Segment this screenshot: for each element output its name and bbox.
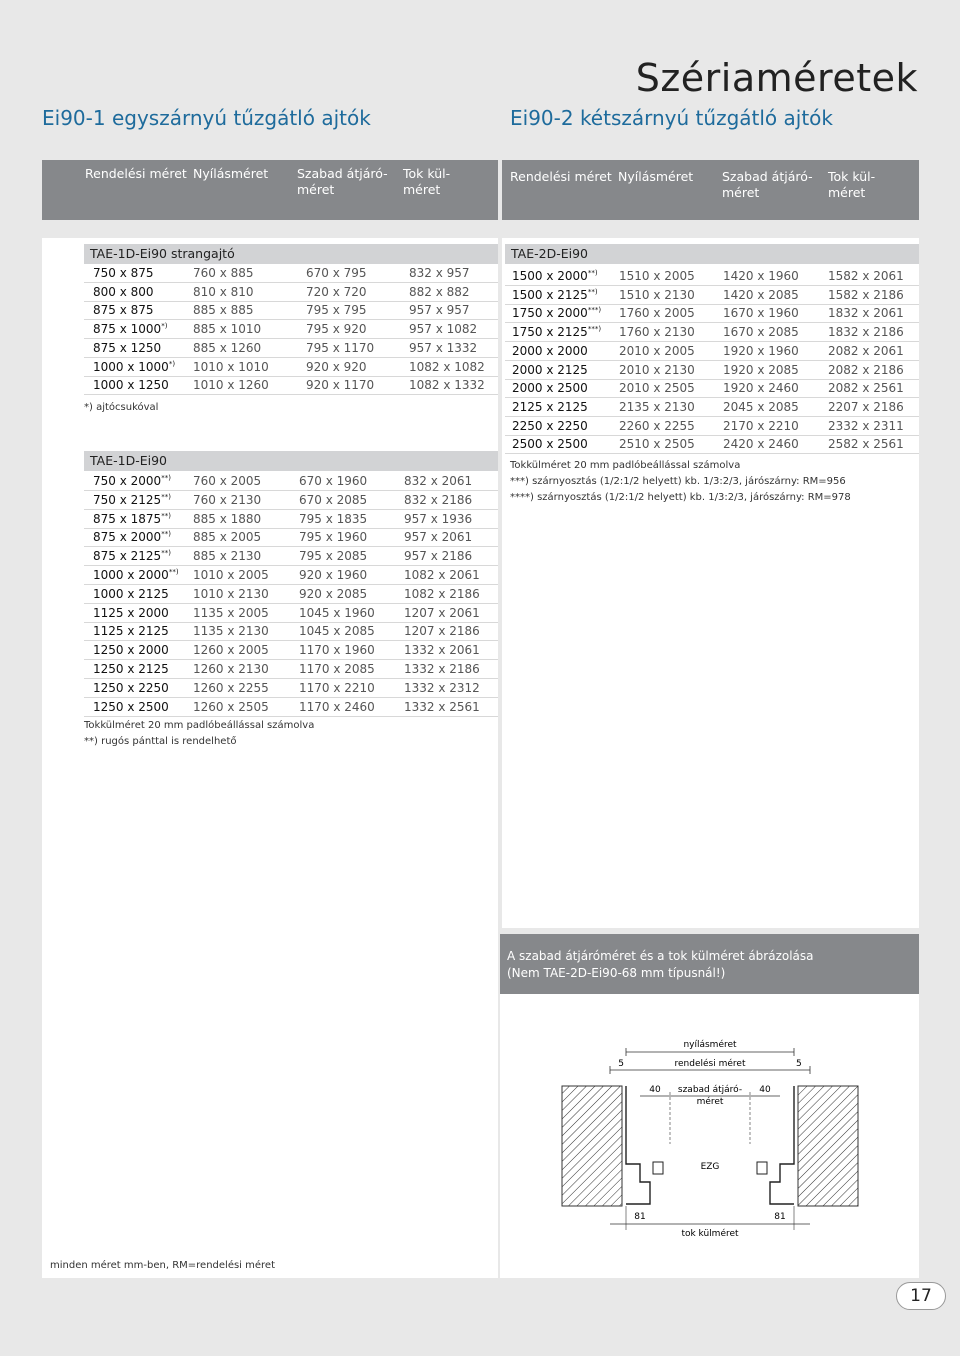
cell-szabad: 2420 x 2460 [723,437,799,452]
cell-nyilas: 2135 x 2130 [619,399,695,414]
cell-footnote: **) [161,549,171,558]
section3-note1: Tokkülméret 20 mm padlóbeállással számolva [510,460,741,471]
right-subtitle: Ei90-2 kétszárnyú tűzgátló ajtók [510,106,833,130]
cell-szabad: 1670 x 1960 [723,306,799,321]
cell-rendelesi: 875 x 2000**) [93,530,171,545]
cell-tok: 832 x 2061 [404,474,473,488]
cell-tok: 1582 x 2186 [828,287,904,302]
cell-tok: 882 x 882 [409,284,470,299]
dim-tok-kulmeret: tok külméret [681,1229,739,1239]
cell-nyilas: 1010 x 1260 [193,378,269,393]
cell-szabad: 1920 x 1960 [723,343,799,358]
section3-title: TAE-2D-Ei90 [511,246,588,261]
cell-footnote: **) [587,269,598,277]
cell-rendelesi: 750 x 2000**) [93,474,171,488]
cell-tok: 2332 x 2311 [828,418,904,433]
cell-tok: 1207 x 2186 [404,624,480,639]
cell-szabad: 670 x 1960 [299,474,368,488]
cell-tok: 1332 x 2561 [404,699,480,714]
cell-szabad: 1170 x 2460 [299,699,375,714]
cell-nyilas: 2510 x 2505 [619,437,695,452]
table-row [84,491,498,510]
cell-tok: 1332 x 2061 [404,643,480,658]
right-frame [770,1086,794,1204]
right-table-header [502,160,919,220]
cell-rendelesi: 1250 x 2500 [93,699,169,714]
cell-rendelesi: 1250 x 2250 [93,680,169,695]
col-szabad-1: Szabad átjáró- [297,166,388,181]
cell-nyilas: 885 x 1010 [193,322,262,337]
cell-tok: 957 x 1332 [409,340,478,355]
cell-tok: 1082 x 2186 [404,586,480,601]
left-frame [626,1086,650,1204]
cell-nyilas: 1135 x 2130 [193,624,269,639]
table-row [84,660,498,679]
cell-nyilas: 2260 x 2255 [619,418,695,433]
section2-note2: **) rugós pánttal is rendelhető [84,736,237,747]
table-row [84,641,498,660]
right-wall [798,1086,858,1206]
cell-tok: 1207 x 2061 [404,605,480,620]
cell-szabad: 1420 x 1960 [723,269,799,283]
cell-rendelesi: 2000 x 2000 [512,343,588,358]
col-tok-2: méret [403,182,441,197]
cell-nyilas: 1760 x 2005 [619,306,695,321]
cell-szabad: 670 x 795 [306,266,367,280]
cell-rendelesi: 750 x 2125**) [93,492,171,507]
cell-tok: 1832 x 2061 [828,306,904,321]
cell-footnote: *) [168,359,176,368]
cell-szabad: 2045 x 2085 [723,399,799,414]
table-row [84,264,498,283]
cell-rendelesi: 2000 x 2125 [512,362,588,377]
cell-rendelesi: 1500 x 2125**) [512,287,598,302]
cell-rendelesi: 2500 x 2500 [512,437,588,452]
cell-nyilas: 885 x 1880 [193,511,262,526]
diagram-heading-box [500,934,919,994]
diagram-heading: A szabad átjáróméret és a tok külméret ábrázolása [507,949,814,963]
door-frame-diagram [500,994,919,1278]
cell-tok: 832 x 957 [409,266,470,280]
table-row [505,286,919,305]
table-row [84,301,498,320]
dim-81-right: 81 [774,1212,786,1222]
cell-nyilas: 1135 x 2005 [193,605,269,620]
cell-rendelesi: 875 x 1250 [93,340,162,355]
cell-tok: 957 x 2186 [404,549,473,564]
cell-rendelesi: 1250 x 2000 [93,643,169,658]
dim-forty-left: 40 [649,1085,661,1095]
cell-nyilas: 2010 x 2005 [619,343,695,358]
section3-note3: ****) szárnyosztás (1/2:1/2 helyett) kb. 1/3:2/3, járószárny: RM=978 [510,492,851,503]
page-number: 17 [896,1282,946,1310]
cell-rendelesi: 1500 x 2000**) [512,269,598,283]
col-szabad-1: Szabad átjáró- [722,169,813,184]
col-tok-1: Tok kül- [828,169,876,184]
cell-nyilas: 885 x 2130 [193,549,262,564]
cell-footnote: ***) [587,306,602,315]
col-nyilas: Nyílásméret [193,166,269,181]
section1-note: *) ajtócsukóval [84,402,159,413]
table-row [505,323,919,342]
dim-szabad-2: méret [696,1097,724,1107]
label-ezg: EZG [700,1162,720,1172]
cell-szabad: 795 x 920 [306,322,367,337]
cell-szabad: 1920 x 2460 [723,381,799,396]
section2-title: TAE-1D-Ei90 [90,453,167,468]
page-title: Szériaméretek [635,56,918,100]
cell-szabad: 795 x 1170 [306,340,375,355]
cell-rendelesi: 875 x 1000*) [93,322,168,337]
col-szabad-2: méret [297,182,335,197]
cell-footnote: **) [161,530,171,539]
cell-szabad: 1045 x 1960 [299,605,375,620]
left-table-header [42,160,498,220]
cell-szabad: 1045 x 2085 [299,624,375,639]
cell-tok: 1332 x 2186 [404,662,480,676]
dim-rendelesi: rendelési méret [674,1059,746,1069]
cell-rendelesi: 1000 x 2000**) [93,568,179,582]
cell-nyilas: 1260 x 2255 [193,680,269,695]
table-row [84,566,498,585]
cell-tok: 1582 x 2061 [828,269,904,283]
cell-tok: 2582 x 2561 [828,437,904,452]
cell-nyilas: 1260 x 2505 [193,699,269,714]
cell-footnote: **) [161,492,171,501]
cell-footnote: **) [161,511,171,520]
cell-footnote: **) [161,474,171,482]
cell-szabad: 920 x 920 [306,359,367,374]
cell-rendelesi: 875 x 875 [93,303,154,318]
cell-tok: 2082 x 2061 [828,343,904,358]
cell-nyilas: 1010 x 2130 [193,586,269,601]
cell-footnote: *) [161,322,168,331]
cell-tok: 957 x 1936 [404,511,473,526]
table-row [84,283,498,302]
cell-nyilas: 885 x 2005 [193,530,262,545]
cell-nyilas: 1260 x 2130 [193,662,269,676]
cell-szabad: 795 x 795 [306,303,367,318]
cell-szabad: 1170 x 2210 [299,680,375,695]
cell-tok: 2207 x 2186 [828,399,904,414]
section2-note1: Tokkülméret 20 mm padlóbeállással számolva [84,720,315,731]
cell-szabad: 1670 x 2085 [723,325,799,340]
cell-tok: 2082 x 2561 [828,381,904,396]
cell-rendelesi: 1125 x 2125 [93,624,169,639]
table-row [505,361,919,380]
col-rendelesi: Rendelési méret [85,166,187,181]
cell-rendelesi: 1250 x 2125 [93,662,169,676]
cell-nyilas: 885 x 885 [193,303,254,318]
cell-rendelesi: 750 x 875 [93,266,154,280]
cell-rendelesi: 1125 x 2000 [93,605,169,620]
cell-rendelesi: 1000 x 1000*) [93,359,176,374]
cell-szabad: 795 x 1960 [299,530,368,545]
table-row [84,376,498,395]
col-tok-1: Tok kül- [403,166,451,181]
table-row [84,472,498,491]
table-row [84,358,498,377]
cell-tok: 1082 x 2061 [404,568,480,582]
section3-note2: ***) szárnyosztás (1/2:1/2 helyett) kb. 1/3:2/3, járószárny: RM=956 [510,476,846,487]
cell-tok: 832 x 2186 [404,492,473,507]
cell-nyilas: 1010 x 2005 [193,568,269,582]
cell-szabad: 920 x 2085 [299,586,368,601]
cell-nyilas: 885 x 1260 [193,340,262,355]
table-row [84,339,498,358]
cell-nyilas: 760 x 885 [193,266,254,280]
dim-five-right: 5 [796,1059,802,1069]
cell-tok: 2082 x 2186 [828,362,904,377]
cell-tok: 1082 x 1082 [409,359,485,374]
cell-footnote: **) [587,287,598,296]
cell-rendelesi: 1750 x 2000***) [512,306,602,321]
left-wall [562,1086,622,1206]
col-rendelesi: Rendelési méret [510,169,612,184]
cell-szabad: 1170 x 1960 [299,643,375,658]
table-row [505,398,919,417]
cell-nyilas: 810 x 810 [193,284,254,299]
dim-nyilasmeret: nyílásméret [683,1040,737,1050]
cell-nyilas: 2010 x 2130 [619,362,695,377]
cell-rendelesi: 1750 x 2125***) [512,325,602,340]
dim-forty-right: 40 [759,1085,771,1095]
table-row [84,320,498,339]
cell-nyilas: 1510 x 2005 [619,269,695,283]
table-row [505,304,919,323]
diagram-panel [500,994,919,1278]
table-row [84,547,498,566]
dim-81-left: 81 [634,1212,646,1222]
col-nyilas: Nyílásméret [618,169,694,184]
cell-nyilas: 760 x 2130 [193,492,262,507]
table-row [84,698,498,717]
cell-footnote: **) [168,568,179,576]
cell-tok: 1832 x 2186 [828,325,904,340]
cell-szabad: 795 x 1835 [299,511,368,526]
cell-rendelesi: 875 x 1875**) [93,511,171,526]
table-row [84,528,498,547]
cell-szabad: 2170 x 2210 [723,418,799,433]
table-row [84,679,498,698]
cell-szabad: 920 x 1960 [299,568,368,582]
cell-tok: 957 x 957 [409,303,470,318]
dim-five-left: 5 [618,1059,624,1069]
cell-szabad: 720 x 720 [306,284,367,299]
cell-szabad: 795 x 2085 [299,549,368,564]
cell-szabad: 1920 x 2085 [723,362,799,377]
table-row [505,379,919,398]
cell-tok: 1082 x 1332 [409,378,485,393]
table-row [505,342,919,361]
diagram-subheading: (Nem TAE-2D-Ei90-68 mm típusnál!) [507,966,726,980]
cell-nyilas: 1260 x 2005 [193,643,269,658]
cell-rendelesi: 1000 x 1250 [93,378,169,393]
cell-nyilas: 1010 x 1010 [193,359,269,374]
table-row [84,604,498,623]
cell-tok: 957 x 1082 [409,322,478,337]
cell-rendelesi: 1000 x 2125 [93,586,169,601]
cell-nyilas: 1760 x 2130 [619,325,695,340]
cell-rendelesi: 800 x 800 [93,284,154,299]
cell-szabad: 1420 x 2085 [723,287,799,302]
cell-rendelesi: 875 x 2125**) [93,549,171,564]
cell-tok: 957 x 2061 [404,530,473,545]
cell-rendelesi: 2125 x 2125 [512,399,588,414]
cell-rendelesi: 2000 x 2500 [512,381,588,396]
left-subtitle: Ei90-1 egyszárnyú tűzgátló ajtók [42,106,371,130]
table-row [505,435,919,454]
right-seal [757,1162,767,1174]
table-row [505,417,919,436]
table-row [84,585,498,604]
section1-title: TAE-1D-Ei90 strangajtó [90,246,235,261]
table-row [505,267,919,286]
table-row [84,622,498,641]
left-seal [653,1162,663,1174]
cell-footnote: ***) [587,325,602,334]
dim-szabad-1: szabad átjáró- [677,1085,743,1095]
footer-note: minden méret mm-ben, RM=rendelési méret [50,1260,275,1271]
cell-nyilas: 1510 x 2130 [619,287,695,302]
cell-szabad: 1170 x 2085 [299,662,375,676]
cell-szabad: 670 x 2085 [299,492,368,507]
cell-nyilas: 2010 x 2505 [619,381,695,396]
cell-szabad: 920 x 1170 [306,378,375,393]
col-tok-2: méret [828,185,866,200]
cell-tok: 1332 x 2312 [404,680,480,695]
table-row [84,510,498,529]
cell-nyilas: 760 x 2005 [193,474,262,488]
col-szabad-2: méret [722,185,760,200]
cell-rendelesi: 2250 x 2250 [512,418,588,433]
